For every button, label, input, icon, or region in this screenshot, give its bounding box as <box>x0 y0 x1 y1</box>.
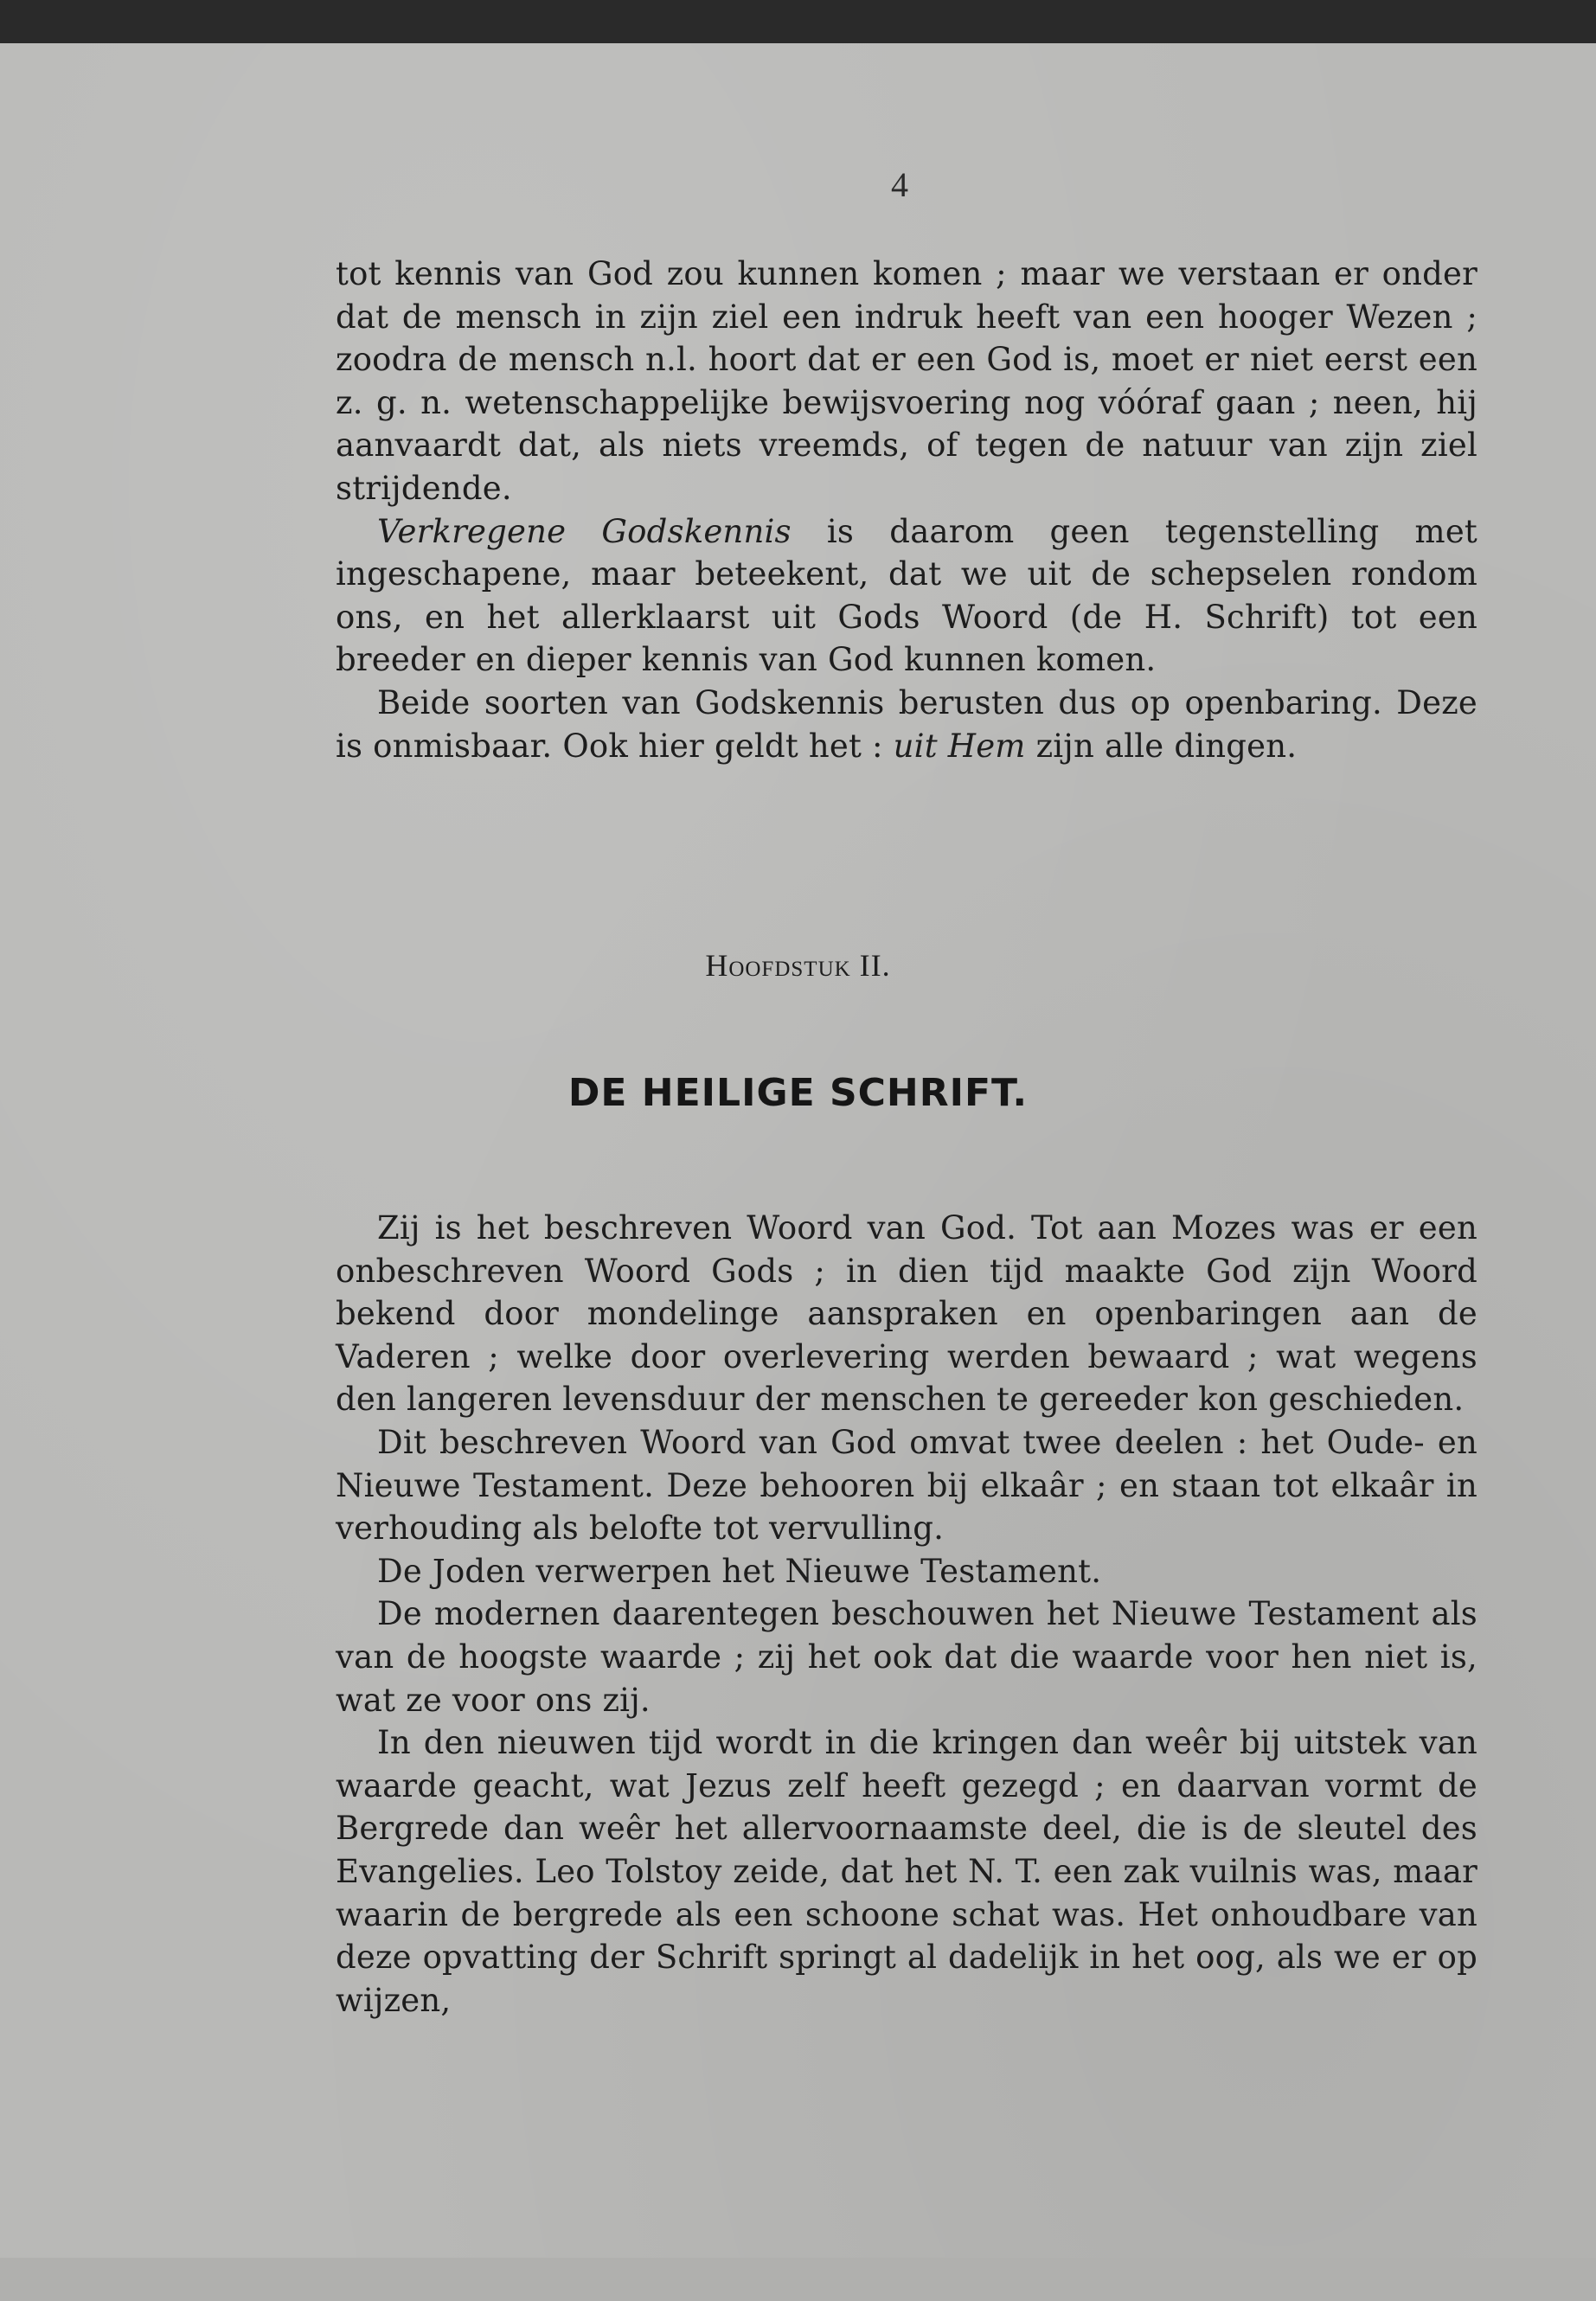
paragraph-2-italic: Verkregene Godskennis <box>377 512 792 550</box>
paragraph-3 <box>336 682 1477 767</box>
paragraph-5: Dit beschreven Woord van God omvat twee deelen : het Oude- en Nieuwe Testament. Deze behooren bij elkaâr ; en staan tot elkaâr in verhouding als belofte tot vervulling. <box>336 1423 1477 1548</box>
paragraph-2-text: is daarom geen tegenstelling met ingeschapene, maar beteekent, dat we uit de schepselen rondom ons, en het allerklaarst uit Gods Woord (de H. Schrift) tot een breeder en dieper kennis van God kunnen komen. <box>336 512 1478 679</box>
paragraph-4: Zij is het beschreven Woord van God. Tot aan Mozes was er een onbeschreven Woord Gods ; in dien tijd maakte God zijn Woord bekend door mondelinge aanspraken en openbaringen aan de Vaderen ; welke door overlevering werden bewaard ; wat wegens den langeren levensduur der menschen te gereeder kon geschieden. <box>336 1209 1477 1419</box>
chapter-title: DE HEILIGE SCHRIFT. <box>567 1071 1029 1115</box>
paragraph-1: tot kennis van God zou kunnen komen ; maar we verstaan er onder dat de mensch in zijn ziel een indruk heeft van een hooger Wezen ; zoodra de mensch n.l. hoort dat er een God is, moet er niet eerst een z. g. n. wetenschappelijke bewijsvoering nog vóóraf gaan ; neen, hij aanvaardt dat, als niets vreemds, of tegen de natuur van zijn ziel strijdende. <box>336 255 1477 507</box>
chapter-label: Hoofdstuk II. <box>705 948 891 983</box>
page-number: 4 <box>891 165 908 204</box>
section-heilige-schrift <box>336 1207 1477 2022</box>
paragraph-2 <box>336 510 1477 682</box>
paragraph-7: De modernen daarentegen beschouwen het Nieuwe Testament als van de hoogste waarde ; zij het ook dat die waarde voor hen niet is, wat ze voor ons zij. <box>336 1595 1477 1719</box>
section-godskennis <box>336 253 1477 767</box>
book-page <box>0 43 1596 2258</box>
paragraph-3-start: Beide soorten van Godskennis berusten dus op openbaring. Deze is onmisbaar. Ook hier geldt het : <box>336 683 1477 765</box>
paragraph-3-end: zijn alle dingen. <box>1025 727 1298 765</box>
paragraph-3-italic: uit Hem <box>893 727 1026 765</box>
scan-bottom-margin <box>0 2258 1596 2301</box>
paragraph-6: De Joden verwerpen het Nieuwe Testament. <box>377 1552 1102 1590</box>
paragraph-8: In den nieuwen tijd wordt in die kringen dan weêr bij uitstek van waarde geacht, wat Jezus zelf heeft gezegd ; en daarvan vormt de Bergrede dan weêr het allervoornaamste deel, die is de sleutel des Evangelies. Leo Tolstoy zeide, dat het N. T. een zak vuilnis was, maar waarin de bergrede als een schoone schat was. Het onhoudbare van deze opvatting der Schrift springt al dadelijk in het oog, als we er op wijzen, <box>336 1724 1477 2019</box>
